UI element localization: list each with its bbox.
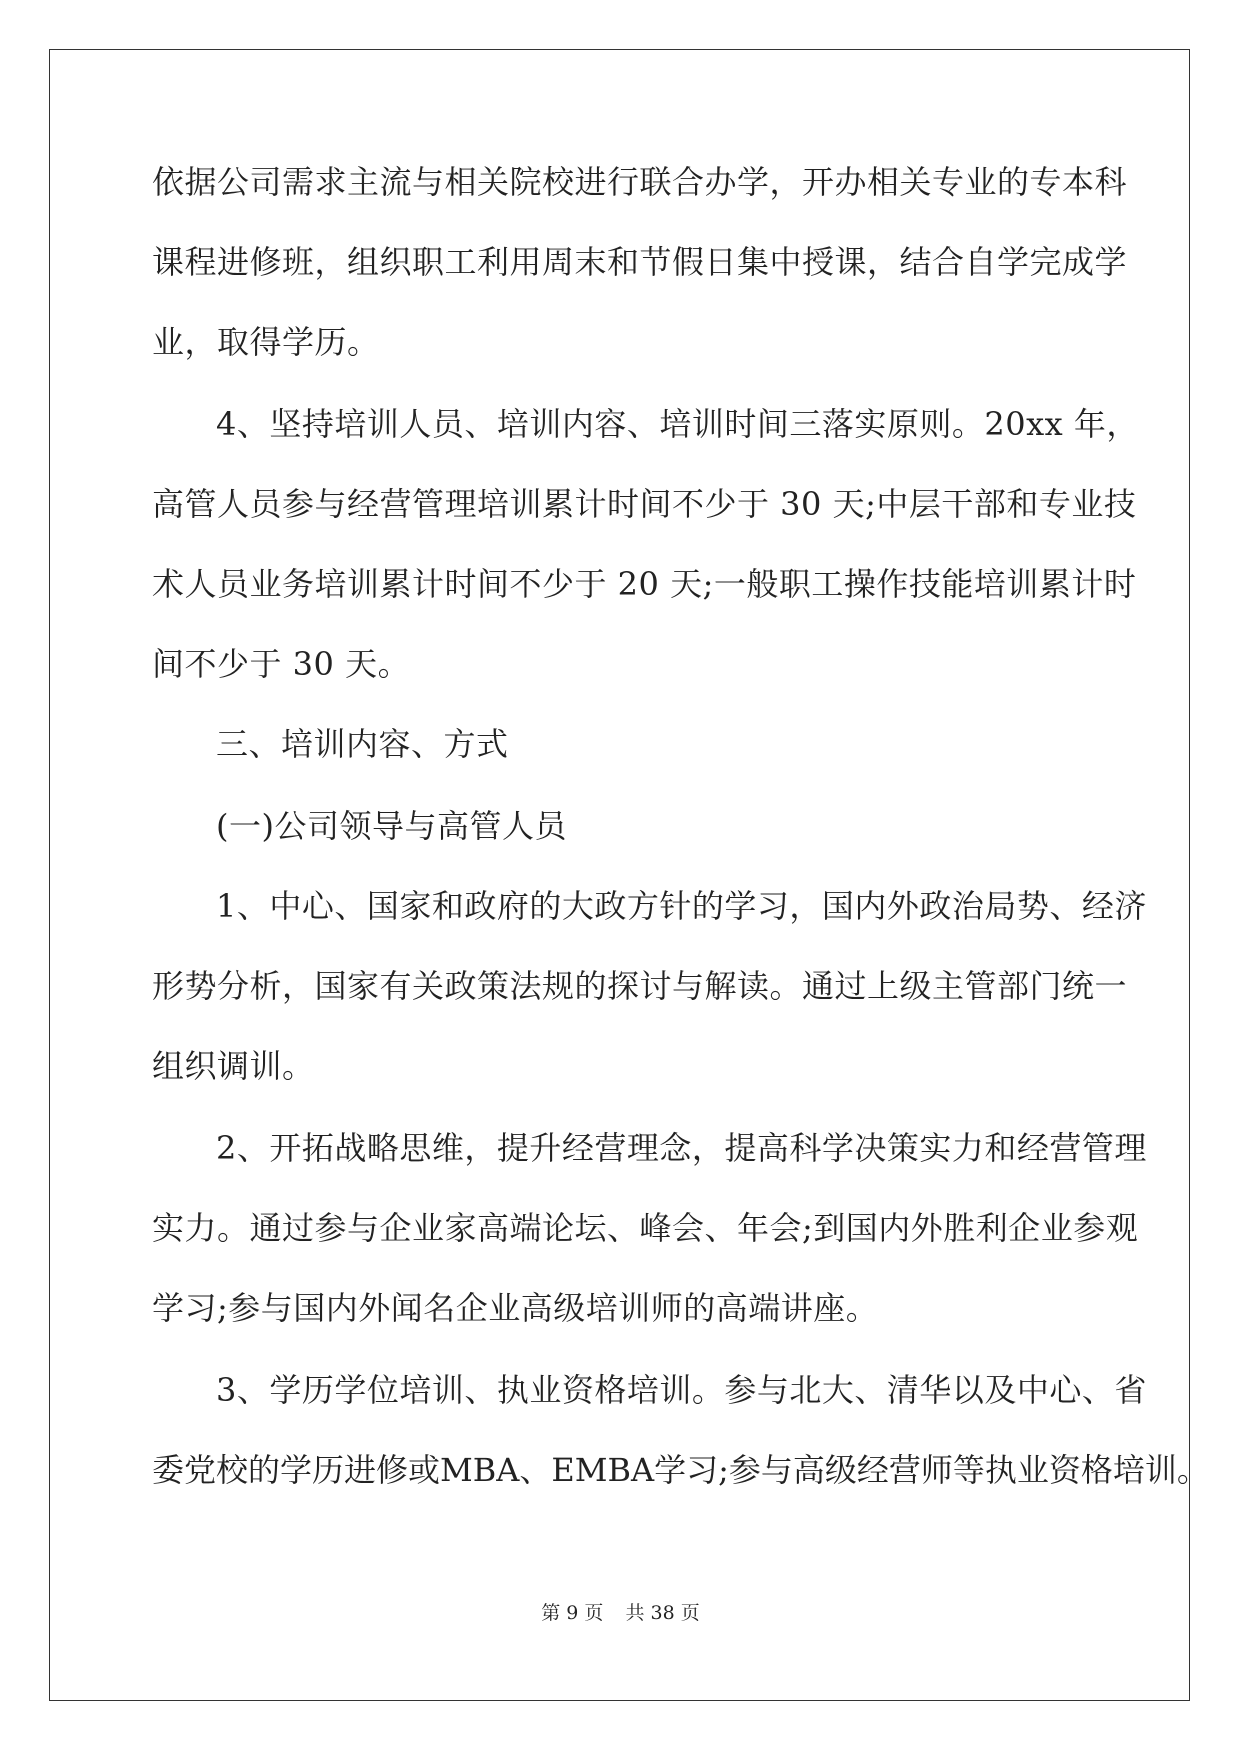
paragraph-line: 业，取得学历。 [152, 323, 380, 361]
paragraph-line: 术人员业务培训累计时间不少于 20 天;一般职工操作技能培训累计时 [152, 565, 1137, 603]
section-heading: 三、培训内容、方式 [216, 725, 509, 763]
page-total: 共 38 页 [625, 1602, 700, 1624]
paragraph-line: 高管人员参与经营管理培训累计时间不少于 30 天;中层干部和专业技 [152, 485, 1137, 523]
paragraph-line: 组织调训。 [152, 1047, 315, 1085]
paragraph-line: 3、学历学位培训、执业资格培训。参与北大、清华以及中心、省 [216, 1371, 1147, 1409]
paragraph-line: 课程进修班，组织职工利用周末和节假日集中授课，结合自学完成学 [152, 243, 1128, 281]
subsection-heading: (一)公司领导与高管人员 [216, 807, 567, 845]
paragraph-line: 4、坚持培训人员、培训内容、培训时间三落实原则。20xx 年， [216, 405, 1139, 443]
page-footer [0, 1598, 1241, 1625]
page-number: 第 9 页 [541, 1602, 604, 1624]
paragraph-line: 1、中心、国家和政府的大政方针的学习，国内外政治局势、经济 [216, 887, 1147, 925]
paragraph-line: 委党校的学历进修或MBA、EMBA学习;参与高级经营师等执业资格培训。 [152, 1451, 1209, 1489]
paragraph-line: 学习;参与国内外闻名企业高级培训师的高端讲座。 [152, 1289, 879, 1327]
paragraph-line: 2、开拓战略思维，提升经营理念，提高科学决策实力和经营管理 [216, 1129, 1147, 1167]
paragraph-line: 形势分析，国家有关政策法规的探讨与解读。通过上级主管部门统一 [152, 967, 1128, 1005]
paragraph-line: 依据公司需求主流与相关院校进行联合办学，开办相关专业的专本科 [152, 163, 1128, 201]
paragraph-line: 间不少于 30 天。 [152, 645, 411, 683]
paragraph-line: 实力。通过参与企业家高端论坛、峰会、年会;到国内外胜利企业参观 [152, 1209, 1139, 1247]
